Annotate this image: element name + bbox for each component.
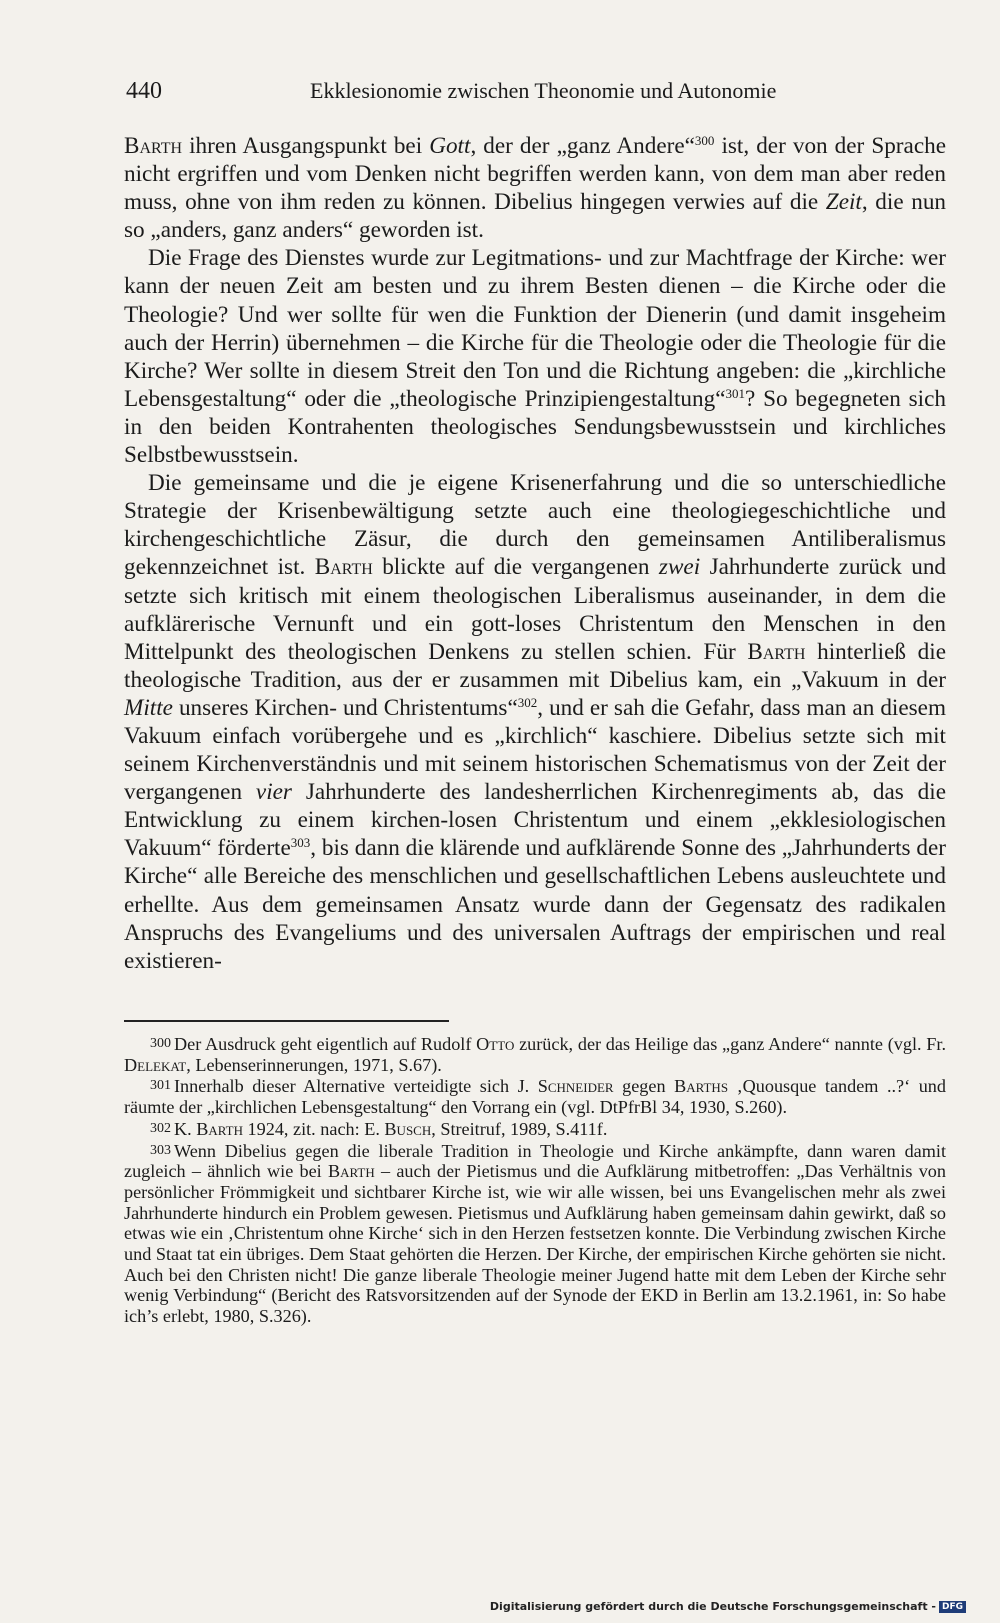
text-run: Jahrhunderte zurück und setzte sich kritisch mit einem theologischen Liberalismus auseinander, in dem die aufklärerische Vernunft und ein gott-loses Christentum den Menschen in den Mittelpunkt des theologischen Denkens zu stellen schien. Für bbox=[124, 554, 947, 665]
footnote-rule bbox=[124, 1020, 449, 1022]
paragraph-3 bbox=[124, 469, 946, 975]
text-run: ? So begegneten sich in den beiden Kontrahenten theologisches Sendungsbewusstsein und kirchliches Selbstbewusstsein. bbox=[124, 385, 946, 469]
footnote-ref: 301 bbox=[725, 385, 746, 401]
emphasis: zwei bbox=[658, 554, 701, 581]
running-title: Ekklesionomie zwischen Theonomie und Autonomie bbox=[310, 78, 777, 103]
text-run: , Lebenserinnerungen, 1971, S.67). bbox=[186, 1054, 442, 1075]
text-run: , und er sah die Gefahr, dass man an diesem Vakuum einfach vorübergehe und es „kirchlich“ kaschiere. Dibelius setzte sich mit seinem Kirchenverständnis und mit seinem historischen Schematismus von der Zeit der vergangenen bbox=[124, 694, 947, 806]
author-name: Delekat bbox=[124, 1054, 187, 1075]
author-name: Barth bbox=[314, 554, 373, 581]
text-run: 1924, zit. nach: E. bbox=[242, 1118, 385, 1139]
text-run: hinterließ die theologische Tradition, aus der er zusammen mit Dibelius kam, ein „Vakuum in der bbox=[124, 638, 947, 693]
emphasis: Gott bbox=[429, 133, 471, 159]
author-name: Busch bbox=[384, 1118, 432, 1139]
text-run: unseres Kirchen- und Christentums“ bbox=[172, 694, 518, 721]
page-header bbox=[126, 78, 948, 112]
paragraph-1 bbox=[124, 132, 946, 244]
text-run: , Streitruf, 1989, S.411f. bbox=[431, 1118, 608, 1139]
text-run: Die gemeinsame und die je eigene Krisenerfahrung und die so unterschiedliche Strategie der Krisenbewältigung setzte auch eine theologiegeschichtliche und kirchengeschichtliche Zäsur, die durch den gemeinsamen Antiliberalismus gekennzeichnet ist. bbox=[124, 470, 946, 581]
author-name: Barth bbox=[124, 133, 183, 159]
footnote-number: 301 bbox=[150, 1078, 171, 1094]
footnote-number: 302 bbox=[150, 1120, 171, 1136]
emphasis: Zeit bbox=[825, 189, 862, 216]
paragraph-2 bbox=[124, 244, 946, 469]
author-name: Barths bbox=[674, 1076, 729, 1097]
emphasis: vier bbox=[255, 779, 292, 806]
text-run: , bis dann die klärende und aufklärende Sonne des „Jahrhunderts der Kirche“ alle Bereiche des menschlichen und gesellschaftlichen Lebens ausleuchtete und erhellte. Aus dem gemeinsamen Ansatz wurde dann der Gegensatz des radikalen Anspruchs des Evangeliums und des universalen Auftrags der empirischen und real existieren- bbox=[124, 835, 946, 974]
footnote-ref: 303 bbox=[290, 835, 311, 851]
footnote-number: 303 bbox=[150, 1142, 171, 1158]
footnote-302 bbox=[124, 1119, 946, 1140]
text-run: ihren Ausgangspunkt bei bbox=[182, 133, 430, 159]
emphasis: Mitte bbox=[124, 694, 173, 721]
text-run: Die Frage des Dienstes wurde zur Legitmations- und zur Machtfrage der Kirche: wer kann der neuen Zeit am besten und zu ihrem Besten dienen – die Kirche oder die Theologie? Und wer sollte für wen die Funktion der Dienerin (und damit insgeheim auch der Herrin) übernehmen – die Kirche für die Theologie oder die Theologie für die Kirche? Wer sollte in diesem Streit den Ton und die Richtung angeben: die „kirchliche Lebensgestaltung“ oder die „theologische Prinzipiengestaltung“ bbox=[124, 245, 946, 412]
footnote-301 bbox=[124, 1076, 946, 1117]
footnotes bbox=[124, 1034, 946, 1328]
text-run: ist, der von der Sprache nicht ergriffen und vom Denken nicht begriffen werden kann, von dem man aber reden muss, ohne von ihm reden zu können. Dibelius hingegen verwies auf die bbox=[124, 133, 947, 216]
text-run: ‚Quousque tandem ..?‘ und räumte der „kirchlichen Lebensgestaltung“ den Vorrang ein (vgl. DtPfrBl 34, 1930, S.260). bbox=[124, 1076, 946, 1118]
text-run: Wenn Dibelius gegen die liberale Tradition in Theologie und Kirche ankämpfte, dann waren damit zugleich – ähnlich wie bei bbox=[124, 1140, 946, 1182]
text-run: , die nun so „anders, ganz anders“ geworden ist. bbox=[124, 189, 947, 244]
main-text bbox=[124, 132, 946, 975]
credit-text: Digitalisierung gefördert durch die Deutsche Forschungsgemeinschaft - bbox=[489, 1600, 936, 1613]
page-number: 440 bbox=[126, 78, 162, 104]
digitization-credit bbox=[490, 1600, 966, 1613]
author-name: Otto bbox=[476, 1034, 515, 1054]
author-name: Barth bbox=[747, 638, 806, 665]
footnote-300 bbox=[124, 1034, 946, 1075]
text-run: blickte auf die vergangenen bbox=[372, 554, 659, 581]
dfg-logo: DFG bbox=[939, 1601, 966, 1613]
text-run: gegen bbox=[613, 1076, 675, 1097]
author-name: Barth bbox=[328, 1161, 375, 1182]
author-name: Barth bbox=[196, 1118, 243, 1139]
author-name: Schneider bbox=[537, 1076, 614, 1097]
footnote-303 bbox=[124, 1141, 946, 1327]
text-run: , der der „ganz Andere“ bbox=[470, 133, 695, 159]
footnote-number: 300 bbox=[150, 1036, 171, 1051]
footnote-ref: 300 bbox=[694, 133, 715, 148]
text-run: K. bbox=[174, 1118, 197, 1139]
text-run: Innerhalb dieser Alternative verteidigte sich J. bbox=[174, 1076, 538, 1097]
footnote-ref: 302 bbox=[517, 694, 538, 710]
text-run: Der Ausdruck geht eigentlich auf Rudolf bbox=[174, 1034, 477, 1054]
text-run: – auch der Pietismus und die Aufklärung mitbetroffen: „Das Verhältnis von persönlicher Frömmigkeit und sichtbarer Kirche ist, wie wir alle wissen, bei uns Evangelischen mehr als zwei Jahrhunderte hindurch ein Problem gewesen. Pietismus und Aufklärung haben gemeinsam dahin gewirkt, daß so etwas wie ein ‚Christentum ohne Kirche‘ sich in den Herzen festsetzen konnte. Die Verbindung zwischen Kirche und Staat tat ein übriges. Dem Staat gehörten die Herzen. Der Kirche, der empirischen Kirche gehörten sie nicht. Auch bei den Christen nicht! Die ganze liberale Theologie meiner Jugend hatte mit dem Leben der Kirche sehr wenig Verbindung“ (Bericht des Ratsvorsitzenden auf der Synode der EKD in Berlin am 13.2.1961, in: So habe ich’s erlebt, 1980, S.326). bbox=[124, 1161, 946, 1327]
text-run: Jahrhunderte des landesherrlichen Kirchenregiments ab, das die Entwicklung zu einem kirchen-losen Christentum und einem „ekklesiologischen Vakuum“ förderte bbox=[124, 779, 946, 862]
text-run: zurück, der das Heilige das „ganz Andere“ nannte (vgl. Fr. bbox=[514, 1034, 947, 1054]
